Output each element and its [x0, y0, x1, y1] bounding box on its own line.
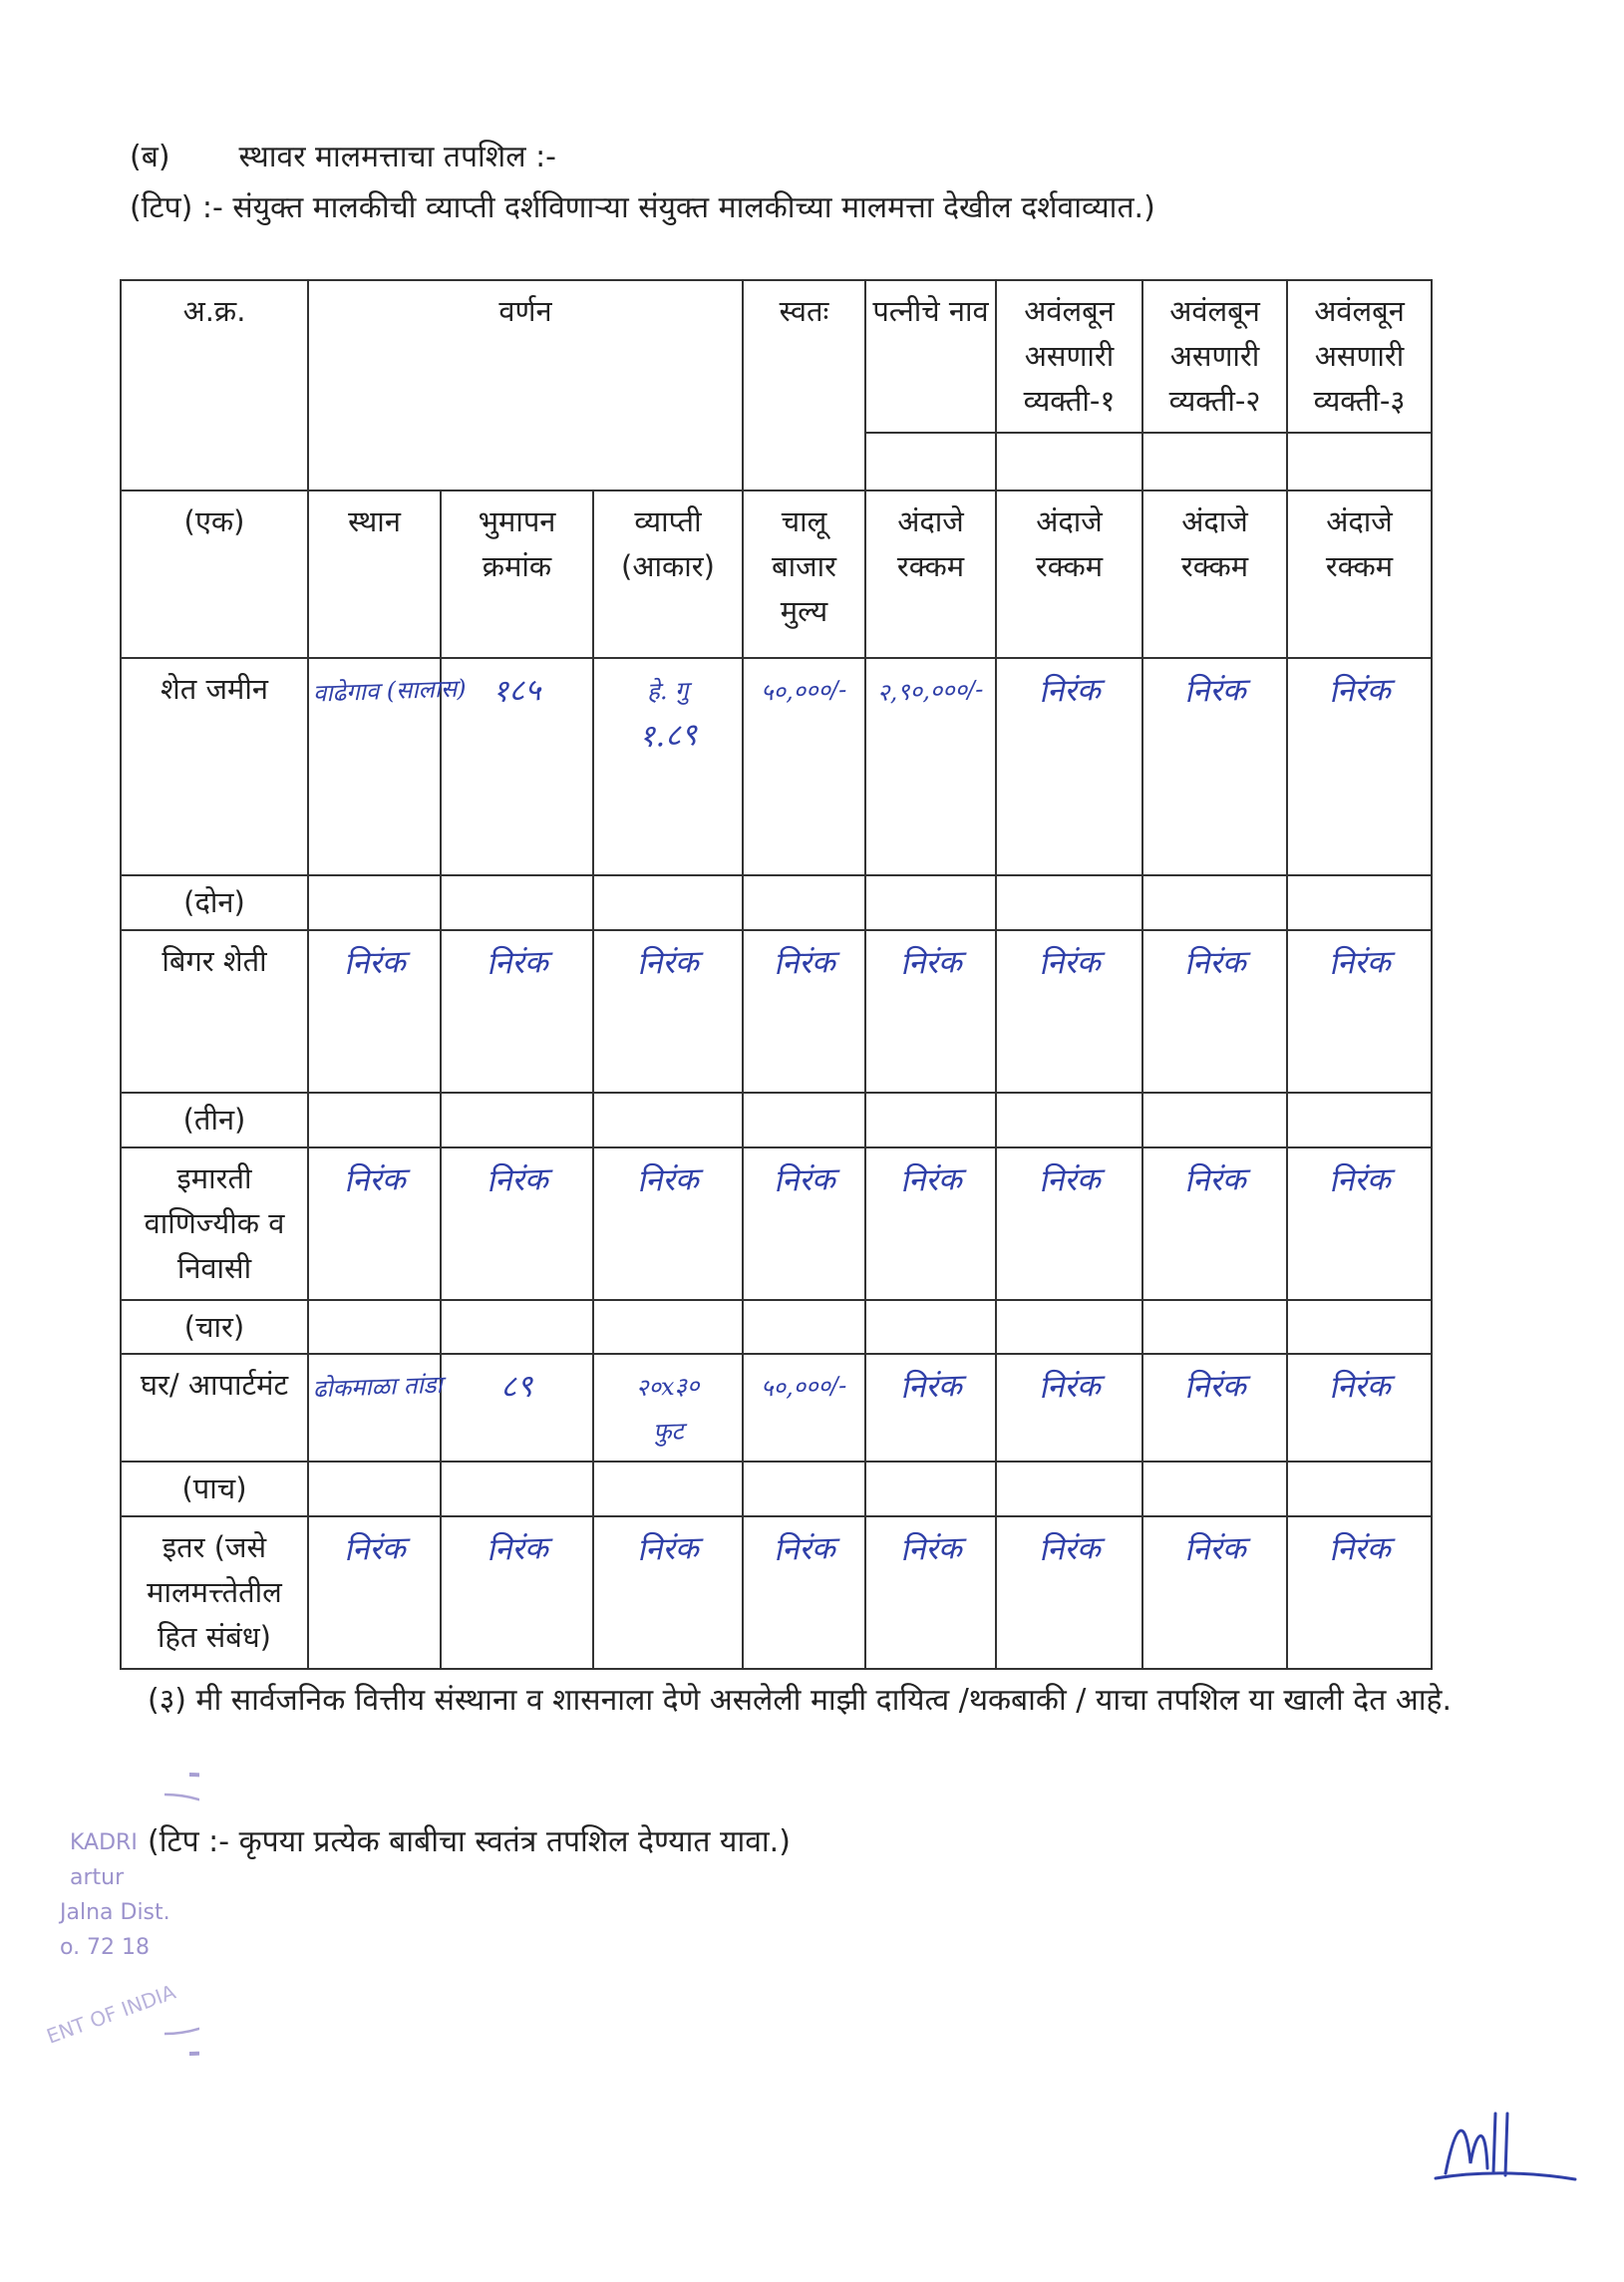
spouse-cell — [865, 1354, 996, 1462]
blank-cell — [441, 1093, 593, 1147]
market-value-cell — [743, 1516, 865, 1669]
blank-cell — [743, 1300, 865, 1355]
dependent-1-cell — [996, 930, 1142, 1093]
spouse-cell — [865, 1147, 996, 1300]
market-value-cell — [743, 930, 865, 1093]
blank-cell — [743, 875, 865, 930]
header-serial-no: अ.क्र. — [121, 280, 308, 490]
header-dependent-1: अवंलबून असणारी व्यक्ती-१ — [996, 280, 1142, 433]
header-dependent-2: अवंलबून असणारी व्यक्ती-२ — [1142, 280, 1287, 433]
location-cell — [308, 1354, 444, 1462]
header-spouse: पत्नीचे नाव — [865, 280, 996, 433]
blank-cell — [865, 1300, 996, 1355]
section-title: स्थावर मालमत्ताचा तपशिल :- — [238, 140, 557, 174]
location-cell — [308, 930, 441, 1093]
handwritten-value: ढोकमाळा तांडा — [312, 1371, 444, 1404]
dependent-3-cell — [1287, 1516, 1432, 1669]
blank-cell — [593, 875, 743, 930]
handwritten-value: निरंक — [1328, 1160, 1391, 1199]
spouse-cell — [865, 1516, 996, 1669]
handwritten-value: निरंक — [636, 1530, 700, 1569]
handwritten-value: निरंक — [899, 1368, 962, 1407]
blank-cell — [593, 1093, 743, 1147]
liabilities-tip: (टिप :- कृपया प्रत्येक बाबीचा स्वतंत्र तपशिल देण्यात यावा.) — [148, 1824, 791, 1859]
handwritten-value: निरंक — [1038, 1368, 1101, 1407]
handwritten-value: ८९ — [499, 1368, 534, 1406]
blank-cell — [996, 1093, 1142, 1147]
blank-cell — [1142, 1462, 1287, 1516]
dependent-2-cell — [1142, 930, 1287, 1093]
blank-cell — [865, 1462, 996, 1516]
blank-cell — [865, 1093, 996, 1147]
area-cell — [593, 658, 743, 875]
stamp-text: artur — [70, 1865, 125, 1890]
handwritten-value: १.८९ — [638, 716, 698, 755]
handwritten-value: निरंक — [773, 1530, 835, 1569]
blank-cell — [1287, 1093, 1432, 1147]
blank-cell — [308, 1093, 441, 1147]
header-row-2 — [121, 490, 1432, 658]
blank-cell — [308, 875, 441, 930]
header-one: (एक) — [121, 490, 308, 658]
handwritten-value: निरंक — [1038, 1530, 1101, 1569]
handwritten-value: २०x३० — [635, 1372, 701, 1403]
stamp-text: Jalna Dist. — [60, 1900, 170, 1925]
dependent-3-cell — [1287, 1354, 1432, 1462]
section-heading — [130, 135, 556, 175]
blank-cell — [996, 1462, 1142, 1516]
blank-cell — [996, 433, 1142, 490]
house-apartment-row — [121, 1354, 1432, 1462]
spouse-cell — [865, 658, 996, 875]
immovable-property-table — [120, 279, 1433, 1670]
location-cell — [308, 1516, 441, 1669]
non-agricultural-row — [121, 930, 1432, 1093]
section-row — [121, 875, 1432, 930]
dependent-2-cell — [1142, 1147, 1287, 1300]
blank-cell — [1287, 875, 1432, 930]
section-row — [121, 1462, 1432, 1516]
blank-cell — [743, 1093, 865, 1147]
blank-cell — [743, 1462, 865, 1516]
location-cell — [308, 658, 468, 875]
survey-cell — [441, 1147, 593, 1300]
handwritten-value: निरंक — [1328, 1368, 1391, 1407]
dependent-1-cell — [996, 1354, 1142, 1462]
handwritten-value: ५०,०००/- — [760, 675, 848, 707]
dependent-3-cell — [1287, 658, 1432, 875]
header-description: वर्णन — [308, 280, 743, 490]
other-interests-row — [121, 1516, 1432, 1669]
handwritten-value: निरंक — [1328, 943, 1391, 982]
header-row-1 — [121, 280, 1432, 433]
header-extent: व्याप्ती (आकार) — [593, 490, 743, 658]
blank-cell — [593, 1462, 743, 1516]
market-value-cell — [743, 1147, 865, 1300]
handwritten-value: निरंक — [773, 1160, 835, 1199]
header-dependent-3: अवंलबून असणारी व्यक्ती-३ — [1287, 280, 1432, 433]
header-estimated-amount: अंदाजे रक्कम — [865, 490, 996, 658]
official-stamp — [40, 1755, 199, 2074]
blank-cell — [1142, 875, 1287, 930]
blank-cell — [1142, 1093, 1287, 1147]
blank-cell — [1142, 433, 1287, 490]
handwritten-value: निरंक — [1183, 1368, 1246, 1407]
section-label: (दोन) — [121, 875, 308, 930]
handwritten-value: निरंक — [343, 1160, 406, 1199]
handwritten-value: निरंक — [1183, 1160, 1246, 1199]
handwritten-value: निरंक — [486, 1160, 548, 1199]
joint-ownership-note: (टिप) :- संयुक्त मालकीची व्याप्ती दर्शविणाऱ्या संयुक्त मालकीच्या मालमत्ता देखील दर्शवाव्यात.) — [130, 190, 1155, 225]
area-cell — [593, 1147, 743, 1300]
blank-cell — [1287, 1462, 1432, 1516]
blank-cell — [593, 1300, 743, 1355]
section-row — [121, 1093, 1432, 1147]
signature — [1426, 2104, 1585, 2193]
handwritten-value: निरंक — [1038, 943, 1101, 982]
blank-cell — [996, 875, 1142, 930]
dependent-3-cell — [1287, 1147, 1432, 1300]
handwritten-unit: हे. गु — [646, 676, 690, 706]
handwritten-value: निरंक — [1183, 671, 1246, 710]
dependent-3-cell — [1287, 930, 1432, 1093]
stamp-ring-text: ENT OF INDIA — [43, 1979, 179, 2049]
area-cell — [593, 1354, 743, 1462]
area-cell — [593, 930, 743, 1093]
handwritten-value: २,९०,०००/- — [876, 674, 985, 707]
handwritten-value: निरंक — [343, 943, 406, 982]
buildings-row — [121, 1147, 1432, 1300]
header-estimated-amount: अंदाजे रक्कम — [996, 490, 1142, 658]
survey-cell — [441, 1516, 593, 1669]
handwritten-value: निरंक — [899, 943, 962, 982]
handwritten-value: निरंक — [636, 1160, 700, 1199]
handwritten-value: निरंक — [636, 943, 700, 982]
blank-cell — [865, 875, 996, 930]
handwritten-value: निरंक — [1328, 1530, 1391, 1569]
header-estimated-amount: अंदाजे रक्कम — [1287, 490, 1432, 658]
row-label: घर/ आपार्टमंट — [121, 1354, 308, 1462]
stamp-text: o. 72 18 — [60, 1935, 151, 1960]
blank-cell — [865, 433, 996, 490]
survey-cell — [441, 930, 593, 1093]
section-label: (चार) — [121, 1300, 308, 1355]
section-label: (तीन) — [121, 1093, 308, 1147]
dependent-1-cell — [996, 658, 1142, 875]
handwritten-value: १८५ — [491, 671, 542, 710]
handwritten-value: निरंक — [486, 943, 548, 982]
blank-cell — [1287, 433, 1432, 490]
handwritten-value: निरंक — [343, 1530, 406, 1569]
header-market-value: चालू बाजार मुल्य — [743, 490, 865, 658]
handwritten-value: निरंक — [1183, 1530, 1246, 1569]
section-label: (पाच) — [121, 1462, 308, 1516]
stamp-text: KADRI — [70, 1830, 138, 1855]
row-label: इतर (जसे मालमत्त्तेतील हित संबंध) — [121, 1516, 308, 1669]
header-location: स्थान — [308, 490, 441, 658]
header-self: स्वतः — [743, 280, 865, 490]
area-cell — [593, 1516, 743, 1669]
location-cell — [308, 1147, 441, 1300]
blank-cell — [441, 1462, 593, 1516]
market-value-cell — [743, 658, 865, 875]
handwritten-value: निरंक — [773, 943, 835, 982]
handwritten-value: निरंक — [1038, 1160, 1101, 1199]
row-label: शेत जमीन — [121, 658, 308, 875]
spouse-cell — [865, 930, 996, 1093]
blank-cell — [996, 1300, 1142, 1355]
dependent-2-cell — [1142, 658, 1287, 875]
handwritten-unit: फुट — [652, 1417, 684, 1447]
header-estimated-amount: अंदाजे रक्कम — [1142, 490, 1287, 658]
agricultural-land-row — [121, 658, 1432, 875]
header-survey-no: भुमापन क्रमांक — [441, 490, 593, 658]
handwritten-value: ५०,०००/- — [760, 1371, 848, 1403]
survey-cell — [441, 1354, 593, 1462]
section-row — [121, 1300, 1432, 1355]
handwritten-value: निरंक — [1038, 671, 1101, 710]
dependent-1-cell — [996, 1147, 1142, 1300]
blank-cell — [441, 1300, 593, 1355]
market-value-cell — [743, 1354, 865, 1462]
row-label: इमारती वाणिज्यीक व निवासी — [121, 1147, 308, 1300]
dependent-1-cell — [996, 1516, 1142, 1669]
blank-cell — [308, 1300, 441, 1355]
dependent-2-cell — [1142, 1354, 1287, 1462]
handwritten-value: निरंक — [1183, 943, 1246, 982]
blank-cell — [308, 1462, 441, 1516]
handwritten-value: निरंक — [899, 1530, 962, 1569]
blank-cell — [1287, 1300, 1432, 1355]
liabilities-paragraph: (३) मी सार्वजनिक वित्तीय संस्थाना व शासनाला देणे असलेली माझी दायित्व /थकबाकी / याचा तपशिल या खाली देत आहे. — [148, 1683, 1452, 1718]
blank-cell — [441, 875, 593, 930]
handwritten-value: वाढेगाव (सालास) — [312, 674, 468, 708]
handwritten-value: निरंक — [486, 1530, 548, 1569]
handwritten-value: निरंक — [1328, 671, 1391, 710]
dependent-2-cell — [1142, 1516, 1287, 1669]
section-label: (ब) — [130, 140, 170, 174]
blank-cell — [1142, 1300, 1287, 1355]
row-label: बिगर शेती — [121, 930, 308, 1093]
handwritten-value: निरंक — [899, 1160, 962, 1199]
